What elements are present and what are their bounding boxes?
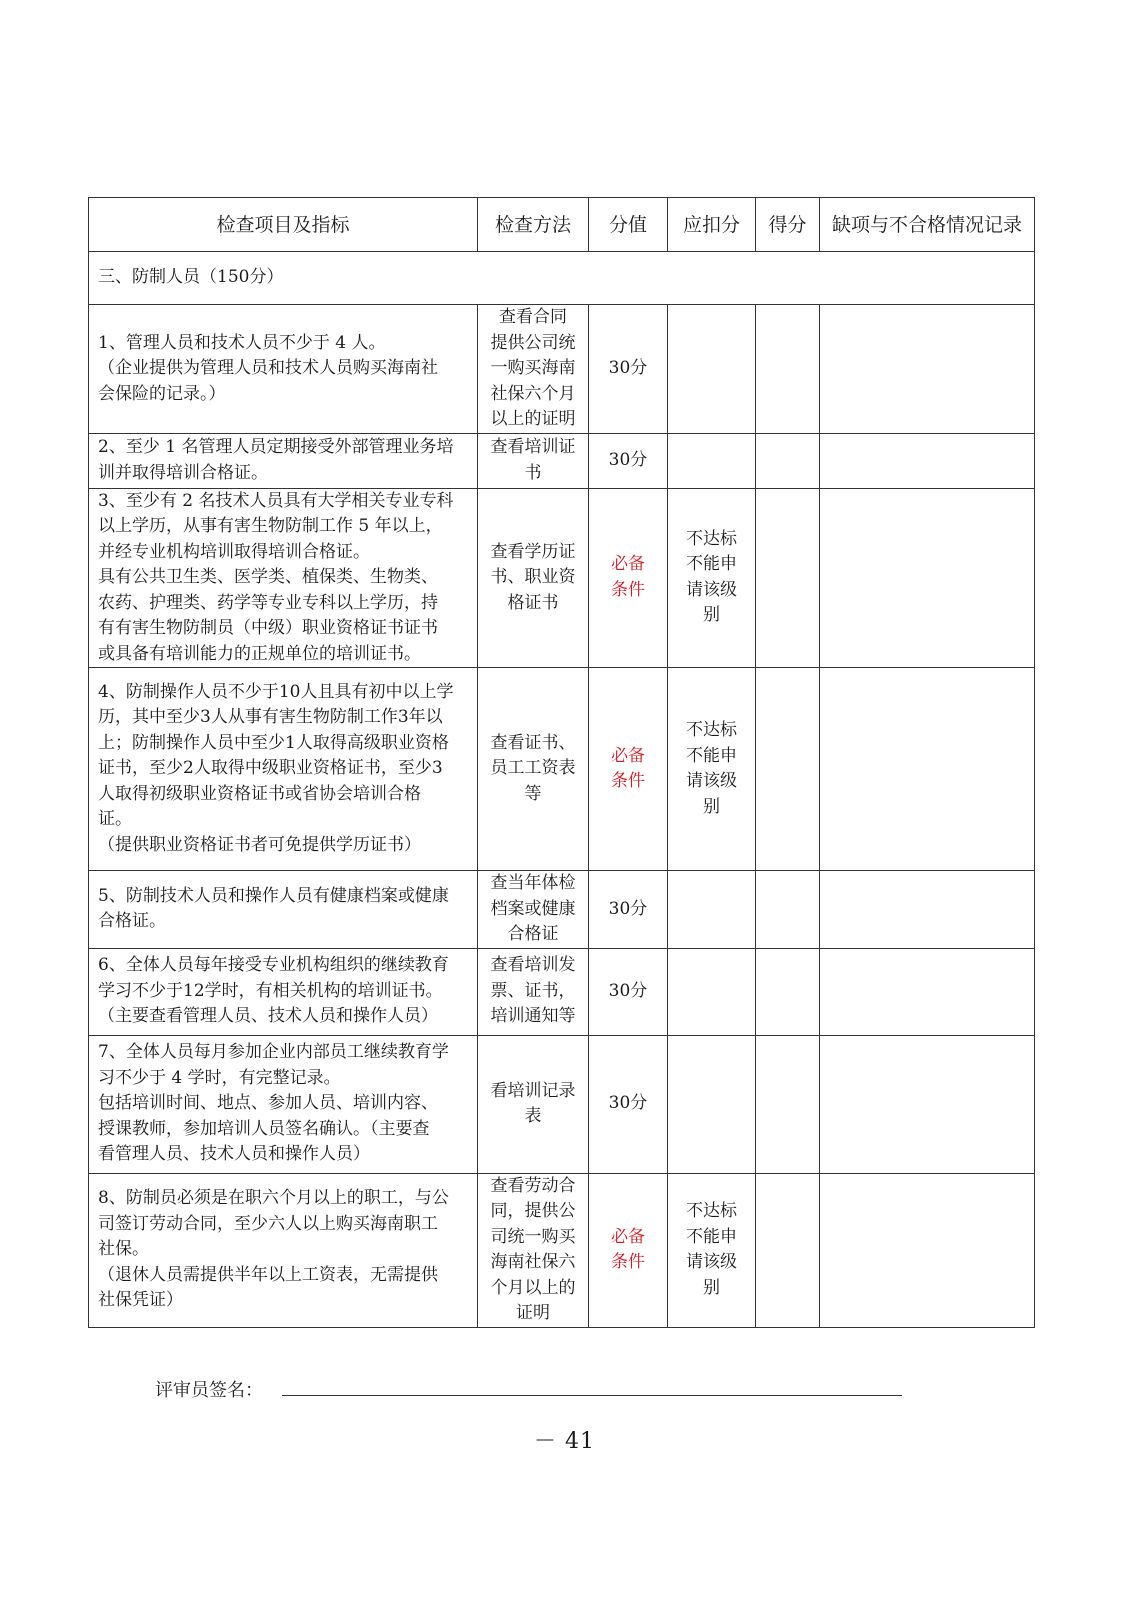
header-method: 检查方法 (478, 198, 589, 252)
method-cell-line: 表 (524, 1106, 542, 1126)
method-cell-line: 看培训记录 (490, 1080, 576, 1101)
obtained-score-cell (756, 305, 820, 434)
header-row (89, 198, 1035, 252)
item-cell-line: 3、至少有 2 名技术人员具有大学相关专业专科 (98, 490, 454, 511)
record-cell (820, 433, 1035, 488)
method-cell-line: 书、职业资 (490, 567, 576, 587)
deduction-cell-line: 别 (703, 1277, 720, 1298)
score-value: 30分 (608, 898, 648, 919)
obtained-score-cell (756, 488, 820, 668)
deduction-cell (668, 433, 756, 488)
method-cell (478, 488, 589, 668)
score-cell (589, 1035, 668, 1173)
deduction-cell-line: 请该级 (686, 579, 737, 600)
method-cell-line: 查看合同 (499, 307, 567, 327)
item-cell-line: 证。 (98, 809, 132, 830)
record-cell (820, 948, 1035, 1035)
required-condition-label: 必备条件 (611, 1226, 645, 1272)
score-value: 30分 (608, 358, 648, 378)
section-row (89, 252, 1035, 305)
method-cell (478, 871, 589, 949)
deduction-cell (668, 948, 756, 1035)
method-cell-line: 查看培训发 (490, 955, 576, 976)
item-cell-line: 有有害生物防制员（中级）职业资格证书证书 (98, 618, 438, 638)
method-cell-line: 查看证书、 (490, 732, 576, 753)
item-cell (89, 433, 478, 488)
method-cell-line: 以上的证明 (490, 409, 576, 429)
item-cell-line: 社保凭证） (98, 1290, 183, 1311)
deduction-cell (668, 668, 756, 871)
item-cell-line: （提供职业资格证书者可免提供学历证书） (98, 834, 421, 855)
score-cell (589, 305, 668, 434)
header-obtained: 得分 (756, 198, 820, 252)
deduction-cell-line: 不能申 (686, 745, 737, 766)
item-cell-line: 以上学历，从事有害生物防制工作 5 年以上， (98, 516, 443, 536)
method-cell (478, 668, 589, 871)
item-cell-line: 历，其中至少3人从事有害生物防制工作3年以 (98, 707, 443, 728)
table-row (89, 433, 1035, 488)
obtained-score-cell (756, 668, 820, 871)
method-cell-line: 查看劳动合 (490, 1175, 576, 1196)
method-cell (478, 305, 589, 434)
item-cell-line: 授课教师，参加培训人员签名确认。（主要查 (98, 1118, 430, 1139)
method-cell-line: 票、证书， (490, 980, 576, 1001)
score-value: 30分 (608, 1093, 648, 1114)
deduction-cell-line: 别 (703, 796, 720, 817)
item-cell (89, 1173, 478, 1327)
section-title: 三、防制人员（150分） (89, 252, 1035, 305)
item-cell-line: 司签订劳动合同，至少六人以上购买海南职工 (98, 1213, 438, 1234)
score-cell (589, 1173, 668, 1327)
item-cell-line: 具有公共卫生类、医学类、植保类、生物类、 (98, 567, 438, 587)
record-cell (820, 1035, 1035, 1173)
deduction-cell (668, 1035, 756, 1173)
item-cell-line: 7、全体人员每月参加企业内部员工继续教育学 (98, 1042, 449, 1063)
score-cell (589, 948, 668, 1035)
header-deduction: 应扣分 (668, 198, 756, 252)
table-row (89, 488, 1035, 668)
item-cell-line: 并经专业机构培训取得培训合格证。 (98, 541, 370, 562)
deduction-cell-line: 别 (703, 605, 720, 626)
signature-line (282, 1395, 902, 1396)
deduction-cell-line: 不达标 (686, 1201, 737, 1221)
item-cell-line: 8、防制员必须是在职六个月以上的职工，与公 (98, 1188, 449, 1209)
table-row (89, 305, 1035, 434)
page-number: － 41 (534, 1429, 595, 1454)
deduction-cell (668, 488, 756, 668)
method-cell-line: 档案或健康 (490, 898, 576, 919)
item-cell (89, 1035, 478, 1173)
method-cell-line: 社保六个月 (490, 383, 576, 404)
table-row (89, 1035, 1035, 1173)
deduction-cell-line: 不达标 (686, 720, 737, 740)
deduction-cell-line: 请该级 (686, 1252, 737, 1272)
item-cell-line: 1、管理人员和技术人员不少于 4 人。 (98, 332, 386, 353)
item-cell-line: 证书，至少2人取得中级职业资格证书，至少3 (98, 758, 443, 779)
item-cell-line: （退休人员需提供半年以上工资表，无需提供 (98, 1264, 438, 1285)
method-cell-line: 查看培训证 (490, 437, 576, 457)
score-cell (589, 668, 668, 871)
required-condition-label: 必备条件 (611, 554, 645, 600)
obtained-score-cell (756, 948, 820, 1035)
deduction-cell-line: 不能申 (686, 554, 737, 575)
method-cell-line: 查当年体检 (490, 873, 576, 893)
method-cell-line: 格证书 (507, 592, 559, 613)
table-row (89, 1173, 1035, 1327)
score-value: 30分 (608, 449, 648, 470)
item-cell-line: 包括培训时间、地点、参加人员、培训内容、 (98, 1093, 438, 1114)
score-cell (589, 433, 668, 488)
obtained-score-cell (756, 1035, 820, 1173)
method-cell-line: 海南社保六 (490, 1252, 576, 1272)
record-cell (820, 305, 1035, 434)
item-cell-line: （企业提供为管理人员和技术人员购买海南社 (98, 358, 438, 378)
item-cell (89, 871, 478, 949)
deduction-cell (668, 1173, 756, 1327)
item-cell (89, 948, 478, 1035)
item-cell-line: 6、全体人员每年接受专业机构组织的继续教育 (98, 955, 449, 976)
item-cell-line: 2、至少 1 名管理人员定期接受外部管理业务培 (98, 437, 454, 457)
obtained-score-cell (756, 433, 820, 488)
method-cell-line: 等 (524, 783, 542, 804)
item-cell (89, 668, 478, 871)
item-cell-line: 学习不少于12学时，有相关机构的培训证书。 (98, 980, 443, 1001)
inspection-table (88, 197, 1035, 1328)
header-score: 分值 (589, 198, 668, 252)
table-row (89, 668, 1035, 871)
item-cell (89, 305, 478, 434)
table-row (89, 871, 1035, 949)
item-cell-line: 训并取得培训合格证。 (98, 462, 268, 483)
method-cell-line: 查看学历证 (490, 541, 576, 562)
method-cell-line: 证明 (516, 1303, 550, 1323)
item-cell-line: 合格证。 (98, 911, 166, 932)
method-cell-line: 一购买海南 (490, 358, 576, 378)
item-cell-line: 上；防制操作人员中至少1人取得高级职业资格 (98, 732, 449, 753)
table-row (89, 948, 1035, 1035)
method-cell-line: 书 (524, 462, 542, 483)
score-cell (589, 871, 668, 949)
obtained-score-cell (756, 871, 820, 949)
method-cell (478, 1173, 589, 1327)
item-cell (89, 488, 478, 668)
deduction-cell-line: 请该级 (686, 771, 737, 791)
item-cell-line: 4、防制操作人员不少于10人且具有初中以上学 (98, 681, 454, 702)
method-cell (478, 1035, 589, 1173)
item-cell-line: 看管理人员、技术人员和操作人员） (98, 1144, 370, 1165)
required-condition-label: 必备条件 (611, 745, 645, 791)
method-cell-line: 合格证 (507, 924, 559, 944)
header-record: 缺项与不合格情况记录 (820, 198, 1035, 252)
method-cell-line: 个月以上的 (490, 1277, 576, 1298)
record-cell (820, 1173, 1035, 1327)
record-cell (820, 668, 1035, 871)
signature-label: 评审员签名： (155, 1380, 263, 1401)
method-cell (478, 948, 589, 1035)
method-cell-line: 同，提供公 (490, 1201, 576, 1221)
method-cell-line: 员工工资表 (490, 758, 576, 779)
method-cell-line: 司统一购买 (490, 1226, 576, 1247)
record-cell (820, 488, 1035, 668)
deduction-cell-line: 不达标 (686, 528, 737, 549)
item-cell-line: 会保险的记录。） (98, 383, 226, 404)
method-cell-line: 提供公司统 (490, 332, 576, 353)
item-cell-line: 5、防制技术人员和操作人员有健康档案或健康 (98, 885, 449, 906)
header-item: 检查项目及指标 (89, 198, 478, 252)
deduction-cell (668, 305, 756, 434)
item-cell-line: 社保。 (98, 1239, 149, 1260)
deduction-cell (668, 871, 756, 949)
score-cell (589, 488, 668, 668)
item-cell-line: 习不少于 4 学时，有完整记录。 (98, 1067, 341, 1088)
record-cell (820, 871, 1035, 949)
score-value: 30分 (608, 980, 648, 1001)
item-cell-line: 农药、护理类、药学等专业专科以上学历，持 (98, 592, 438, 613)
item-cell-line: 人取得初级职业资格证书或省协会培训合格 (98, 783, 421, 804)
method-cell-line: 培训通知等 (490, 1006, 576, 1027)
obtained-score-cell (756, 1173, 820, 1327)
item-cell-line: （主要查看管理人员、技术人员和操作人员） (98, 1006, 438, 1027)
method-cell (478, 433, 589, 488)
deduction-cell-line: 不能申 (686, 1226, 737, 1247)
item-cell-line: 或具备有培训能力的正规单位的培训证书。 (98, 643, 421, 664)
